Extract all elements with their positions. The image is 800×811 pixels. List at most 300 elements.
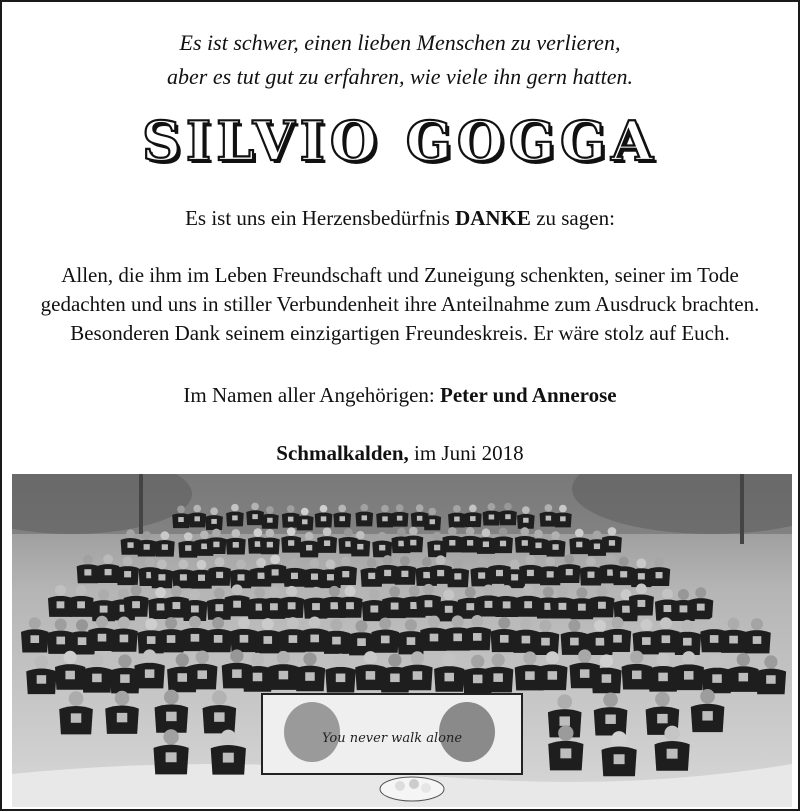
person-head [523, 585, 534, 596]
shirt-print [483, 541, 489, 547]
shirt-print [57, 601, 65, 608]
shirt-print [594, 544, 600, 550]
shirt-print [366, 671, 376, 680]
person-head [545, 557, 555, 567]
shirt-print [587, 572, 594, 578]
person-head [483, 584, 494, 595]
person-head [636, 558, 646, 568]
shirt-print [191, 634, 200, 642]
person-head [236, 560, 246, 570]
person-head [196, 650, 209, 663]
person-head [155, 587, 166, 598]
shirt-print [546, 516, 552, 521]
shirt-print [683, 638, 692, 646]
person-head [303, 652, 316, 665]
person-head [266, 529, 275, 538]
person-head [423, 584, 434, 595]
person-head [630, 651, 643, 664]
person-head [498, 617, 510, 629]
person-head [619, 556, 629, 566]
person-head [231, 529, 240, 538]
person-head [640, 619, 652, 631]
person-head [369, 589, 380, 600]
shirt-print [467, 540, 473, 546]
shirt-print [162, 544, 168, 550]
person-head [469, 505, 477, 513]
person-head [305, 532, 314, 541]
shirt-print [194, 516, 200, 521]
shirt-print [493, 673, 503, 682]
person-head [189, 589, 200, 600]
memorial-banner [262, 694, 522, 774]
person-head [600, 654, 613, 667]
shirt-print [739, 673, 749, 682]
shirt-print [664, 605, 672, 612]
shirt-print [191, 605, 199, 612]
shirt-print [178, 673, 188, 682]
family-prefix: Im Namen aller Angehörigen: [183, 383, 441, 407]
shirt-print [253, 673, 262, 682]
shirt-print [410, 540, 416, 546]
shirt-print [232, 515, 238, 520]
person-head [253, 528, 262, 537]
lamp-post-left [139, 474, 143, 534]
person-head [453, 559, 463, 569]
person-head [664, 726, 679, 741]
family-signature [2, 381, 798, 409]
paragraph-line-1: Allen, die ihm im Leben Freundschaft und Zuneigung schenkten, seiner im Tode [61, 263, 739, 287]
shirt-print [444, 673, 454, 682]
shirt-print [437, 570, 444, 576]
person-head [210, 507, 218, 515]
shirt-print [466, 603, 474, 610]
person-head [443, 653, 456, 666]
lamp-post-right [740, 474, 744, 544]
shirt-print [321, 516, 327, 521]
shirt-print [172, 602, 180, 609]
person-head [695, 587, 706, 598]
shirt-print [132, 601, 140, 608]
shirt-print [566, 569, 573, 575]
shirt-print [279, 671, 289, 680]
person-head [700, 689, 715, 704]
person-head [230, 649, 243, 662]
person-head [453, 505, 461, 513]
shirt-print [702, 711, 713, 720]
shirt-print [342, 571, 349, 577]
person-head [539, 620, 551, 632]
shirt-print [605, 714, 616, 723]
person-head [710, 654, 723, 667]
person-head [482, 528, 491, 537]
shirt-print [560, 748, 571, 758]
person-head [341, 556, 351, 566]
person-head [656, 653, 669, 666]
person-head [145, 557, 155, 567]
shirt-print [166, 712, 177, 721]
person-head [55, 619, 67, 631]
paragraph-line-2: gedachten und uns in stiller Verbundenheit ihre Anteilnahme zum Ausdruck brachten. [40, 292, 760, 316]
person-head [231, 504, 239, 512]
shirt-print [339, 516, 345, 521]
person-head [636, 584, 647, 595]
shirt-print [92, 674, 102, 683]
shirt-print [548, 671, 558, 680]
person-head [118, 654, 131, 667]
shirt-print [503, 601, 511, 608]
person-head [212, 617, 224, 629]
shirt-print [710, 635, 719, 643]
shirt-print [522, 636, 531, 644]
shirt-print [289, 635, 298, 643]
shirt-print [552, 544, 558, 550]
shirt-print [560, 516, 566, 521]
shirt-print [120, 635, 129, 643]
person-head [214, 588, 225, 599]
person-head [310, 559, 320, 569]
shirt-print [215, 604, 223, 611]
person-head [576, 587, 587, 598]
shirt-print [214, 712, 225, 721]
person-head [215, 557, 225, 567]
person-head [488, 503, 496, 511]
person-head [286, 586, 297, 597]
shirt-print [240, 635, 249, 643]
person-head [356, 531, 365, 540]
person-head [492, 653, 505, 666]
person-head [338, 505, 346, 513]
person-head [320, 505, 328, 513]
person-head [123, 556, 133, 566]
shirt-print [211, 519, 217, 524]
shirt-print [576, 542, 582, 548]
person-head [428, 508, 436, 516]
shirt-print [105, 569, 112, 575]
shirt-print [288, 602, 296, 609]
person-head [69, 691, 84, 706]
person-head [545, 504, 553, 512]
shirt-print [662, 635, 671, 643]
person-head [212, 529, 221, 538]
person-head [266, 506, 274, 514]
person-head [557, 586, 568, 597]
person-head [465, 587, 476, 598]
person-head [575, 529, 584, 538]
person-head [558, 725, 573, 740]
place-name: Schmalkalden, [276, 441, 409, 465]
person-head [383, 555, 393, 565]
shirt-print [398, 541, 404, 547]
person-head [287, 617, 299, 629]
person-head [388, 654, 401, 667]
shirt-print [127, 542, 133, 548]
shirt-print [425, 600, 433, 607]
shirt-print [684, 671, 694, 680]
shirt-print [384, 570, 391, 576]
person-head [126, 529, 135, 538]
shirt-print [500, 541, 506, 547]
shirt-print [167, 635, 176, 643]
shirt-print [602, 674, 612, 683]
person-head [145, 618, 157, 630]
person-head [728, 618, 740, 630]
place-date [2, 439, 798, 467]
person-head [193, 505, 201, 513]
shirt-print [214, 635, 223, 643]
shirt-print [632, 671, 642, 680]
shirt-print [511, 574, 518, 580]
person-head [221, 730, 236, 745]
shirt-print [453, 633, 462, 641]
person-head [98, 589, 109, 600]
shirt-print [198, 670, 208, 679]
shirt-print [473, 675, 483, 684]
motto-line-2: aber es tut gut zu erfahren, wie viele ihn gern hatten. [167, 64, 633, 89]
person-head [543, 586, 554, 597]
person-head [329, 586, 340, 597]
person-head [389, 586, 400, 597]
person-head [557, 694, 572, 709]
shirt-print [407, 637, 416, 645]
person-head [176, 653, 189, 666]
shirt-print [117, 713, 128, 722]
person-head [397, 528, 406, 537]
shirt-print [680, 605, 688, 612]
person-head [311, 587, 322, 598]
person-head [433, 532, 442, 541]
person-head [131, 585, 142, 596]
person-head [35, 655, 48, 668]
person-head [29, 617, 41, 629]
person-head [596, 585, 607, 596]
shirt-print [500, 635, 509, 643]
person-head [428, 616, 440, 628]
shirt-print [305, 672, 315, 681]
thanks-emphasis: DANKE [455, 206, 531, 230]
shirt-print [120, 674, 130, 683]
shirt-print [263, 636, 272, 644]
person-head [471, 655, 484, 668]
person-head [660, 617, 672, 629]
person-head [76, 619, 88, 631]
person-head [737, 653, 750, 666]
shirt-print [346, 602, 354, 609]
person-head [495, 555, 505, 565]
person-head [409, 586, 420, 597]
shirt-print [272, 569, 279, 575]
shirt-print [124, 571, 131, 577]
shirt-print [267, 518, 273, 523]
shirt-print [302, 519, 308, 524]
shirt-print [291, 573, 298, 579]
shirt-print [485, 601, 493, 608]
person-head [559, 505, 567, 513]
shirt-print [327, 574, 334, 580]
shirt-print [541, 638, 550, 646]
shirt-print [766, 675, 776, 684]
person-head [262, 618, 274, 630]
person-head [593, 530, 602, 539]
shirt-print [658, 673, 668, 682]
shirt-print [580, 669, 590, 678]
shirt-print [430, 634, 439, 642]
person-head [678, 589, 689, 600]
person-head [323, 527, 332, 536]
person-head [254, 587, 265, 598]
person-head [287, 527, 296, 536]
shirt-print [753, 636, 762, 644]
shirt-print [78, 637, 87, 645]
person-head [163, 729, 178, 744]
shirt-print [413, 671, 423, 680]
person-head [367, 558, 377, 568]
person-head [143, 649, 156, 662]
shirt-print [667, 749, 678, 759]
flower-wreath [380, 777, 444, 801]
person-head [603, 692, 618, 707]
shirt-print [30, 635, 39, 643]
person-head [177, 506, 185, 514]
shirt-print [216, 572, 223, 578]
person-head [378, 532, 387, 541]
person-head [270, 555, 280, 565]
shirt-print [478, 572, 485, 578]
shirt-print [147, 636, 156, 644]
shirt-print [729, 636, 738, 644]
person-head [534, 530, 543, 539]
deceased-name: SILVIO GOGGA [141, 109, 659, 173]
person-head [83, 555, 93, 565]
shirt-print [614, 754, 625, 764]
shirt-print [622, 606, 630, 613]
shirt-print [198, 575, 205, 581]
shirt-print [357, 544, 363, 550]
shirt-print [258, 573, 265, 579]
person-head [499, 528, 508, 537]
shirt-print [547, 571, 554, 577]
shirt-print [596, 638, 605, 646]
shirt-print [157, 603, 165, 610]
person-head [682, 651, 695, 664]
shirt-print [559, 716, 570, 725]
person-head [142, 531, 151, 540]
person-head [546, 651, 559, 664]
person-head [655, 692, 670, 707]
person-head [326, 559, 336, 569]
person-head [171, 586, 182, 597]
motto-quote [2, 26, 798, 94]
shirt-print [232, 669, 242, 678]
person-head [422, 557, 432, 567]
shirt-print [642, 637, 651, 645]
person-head [330, 619, 342, 631]
shirt-print [233, 601, 241, 608]
shirt-print [578, 604, 586, 611]
person-head [96, 616, 108, 628]
person-head [594, 620, 606, 632]
person-head [764, 655, 777, 668]
person-head [708, 617, 720, 629]
shirt-print [523, 518, 529, 523]
shirt-print [445, 606, 453, 613]
shirt-print [391, 603, 399, 610]
person-head [103, 554, 113, 564]
shirt-print [332, 637, 341, 645]
person-head [411, 651, 424, 664]
person-head [416, 504, 424, 512]
person-head [452, 615, 464, 627]
shirt-print [144, 544, 150, 550]
person-head [251, 653, 264, 666]
person-head [334, 654, 347, 667]
shirt-print [434, 545, 440, 551]
person-head [379, 617, 391, 629]
shirt-print [522, 540, 528, 546]
person-head [364, 651, 377, 664]
person-head [510, 559, 520, 569]
shirt-print [613, 635, 622, 643]
person-head [396, 504, 404, 512]
person-head [189, 616, 201, 628]
person-head [212, 690, 227, 705]
person-head [551, 531, 560, 540]
shirt-print [712, 674, 722, 683]
shirt-print [620, 571, 627, 577]
person-head [405, 619, 417, 631]
person-head [55, 585, 66, 596]
date-text: im Juni 2018 [408, 441, 524, 465]
shirt-print [598, 602, 606, 609]
person-head [520, 527, 529, 536]
shirt-print [357, 638, 366, 646]
shirt-print [527, 570, 534, 576]
shirt-print [535, 543, 541, 549]
person-head [290, 558, 300, 568]
person-head [178, 560, 188, 570]
shirt-print [324, 540, 330, 546]
shirt-print [100, 606, 108, 613]
person-head [564, 554, 574, 564]
person-head [586, 557, 596, 567]
person-head [608, 527, 617, 536]
shirt-print [638, 573, 645, 579]
person-head [654, 557, 664, 567]
shirt-print [213, 542, 219, 548]
shirt-print [255, 541, 261, 547]
person-head [277, 651, 290, 664]
shirt-print [77, 601, 85, 608]
person-head [197, 560, 207, 570]
person-head [90, 654, 103, 667]
shirt-print [98, 634, 107, 642]
person-head [466, 527, 475, 536]
person-head [400, 556, 410, 566]
shirt-print [656, 572, 663, 578]
person-head [238, 617, 250, 629]
shirt-print [368, 573, 375, 579]
shirt-print [267, 542, 273, 548]
shirt-print [306, 545, 312, 551]
shirt-print [397, 516, 403, 521]
person-head [160, 531, 169, 540]
shirt-print [382, 516, 388, 521]
shirt-print [657, 714, 668, 723]
shirt-print [180, 574, 187, 580]
group-photo-image [12, 474, 792, 807]
thanks-prefix: Es ist uns ein Herzensbedürfnis [185, 206, 456, 230]
shirt-print [489, 515, 495, 520]
person-head [287, 505, 295, 513]
